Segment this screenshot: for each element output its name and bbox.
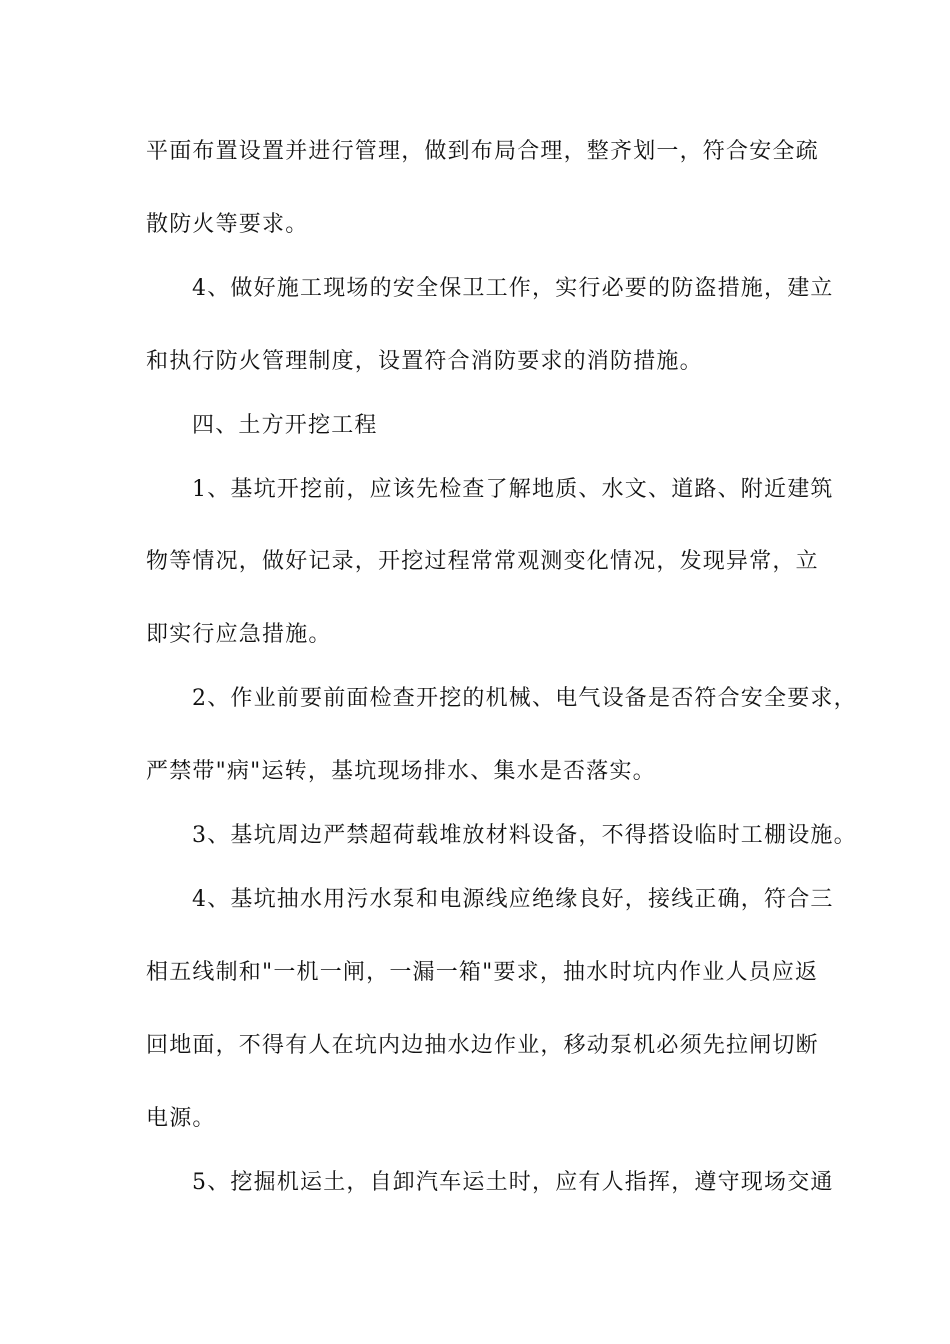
- text-line: 4、基坑抽水用污水泵和电源线应绝缘良好，接线正确，符合三: [192, 887, 834, 912]
- text-line: 4、做好施工现场的安全保卫工作，实行必要的防盗措施，建立: [192, 276, 834, 301]
- text-line: 物等情况，做好记录，开挖过程常常观测变化情况，发现异常，立: [146, 549, 819, 574]
- text-line: 相五线制和"一机一闸，一漏一箱"要求，抽水时坑内作业人员应返: [146, 960, 819, 985]
- text-line: 即实行应急措施。: [146, 622, 332, 647]
- text-line: 和执行防火管理制度，设置符合消防要求的消防措施。: [146, 349, 703, 374]
- text-line: 散防火等要求。: [146, 212, 309, 237]
- text-line: 5、挖掘机运土，自卸汽车运土时，应有人指挥，遵守现场交通: [192, 1170, 834, 1195]
- text-line: 电源。: [146, 1106, 216, 1131]
- text-line: 平面布置设置并进行管理，做到布局合理，整齐划一，符合安全疏: [146, 139, 819, 164]
- text-line: 回地面，不得有人在坑内边抽水边作业，移动泵机必须先拉闸切断: [146, 1033, 819, 1058]
- text-line: 2、作业前要前面检查开挖的机械、电气设备是否符合安全要求，: [192, 686, 857, 711]
- text-line: 严禁带"病"运转，基坑现场排水、集水是否落实。: [146, 759, 656, 784]
- text-line: 3、基坑周边严禁超荷载堆放材料设备，不得搭设临时工棚设施。: [192, 823, 857, 848]
- text-line: 1、基坑开挖前，应该先检查了解地质、水文、道路、附近建筑: [192, 477, 834, 502]
- section-heading: 四、土方开挖工程: [192, 413, 378, 438]
